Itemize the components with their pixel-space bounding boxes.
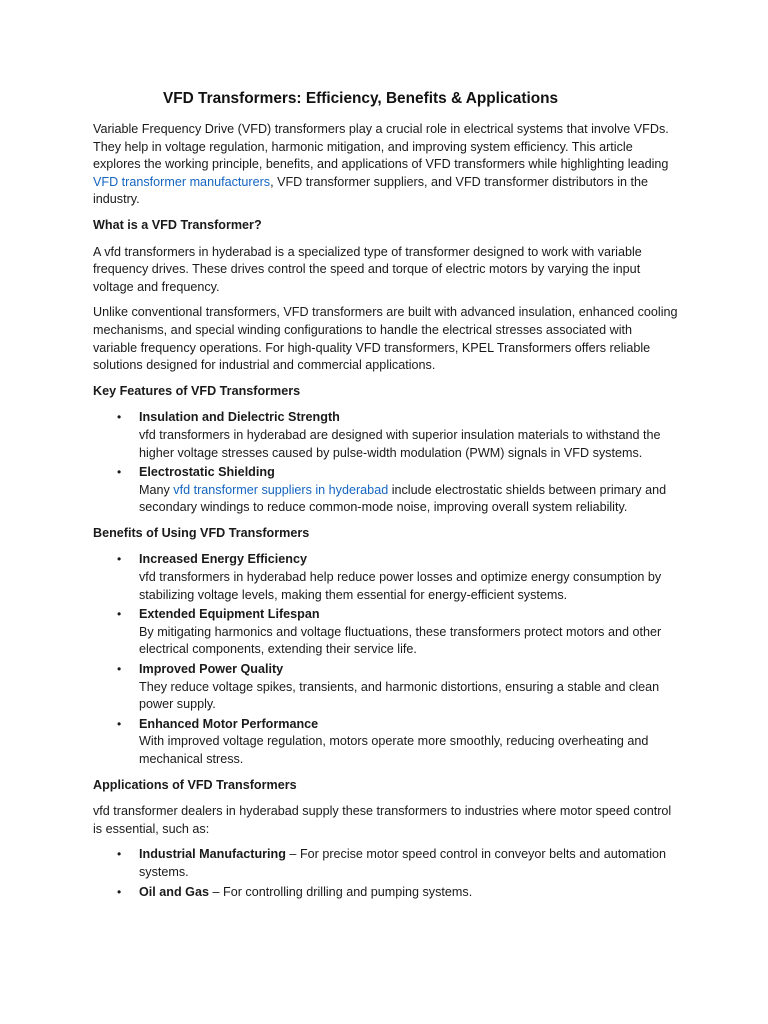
list-item — [93, 551, 678, 604]
benefits-heading: Benefits of Using VFD Transformers — [93, 525, 310, 540]
applications-list — [93, 846, 678, 901]
bullet-icon: • — [117, 847, 122, 862]
application-text: – For controlling drilling and pumping systems. — [209, 884, 473, 899]
benefit-title: Enhanced Motor Performance — [139, 716, 319, 731]
application-title: Oil and Gas — [139, 884, 209, 899]
applications-intro: vfd transformer dealers in hyderabad supply these transformers to industries where motor speed control is essential, such as: — [93, 804, 672, 836]
benefit-text: With improved voltage regulation, motors operate more smoothly, reducing overheating and mechanical stress. — [139, 734, 649, 766]
feature-title: Insulation and Dielectric Strength — [139, 410, 340, 425]
what-is-paragraph-2: Unlike conventional transformers, VFD transformers are built with advanced insulation, enhanced cooling mechanisms, and special winding configurations to handle the electrical stresses associated with variable frequency operations. For high-quality VFD transformers, KPEL Transformers offers reliable solutions designed for industrial and commercial applications. — [93, 305, 678, 373]
applications-heading: Applications of VFD Transformers — [93, 777, 297, 792]
list-item — [93, 409, 678, 462]
what-is-heading: What is a VFD Transformer? — [93, 217, 262, 232]
bullet-icon: • — [117, 410, 122, 425]
bullet-icon: • — [117, 552, 122, 567]
application-title: Industrial Manufacturing — [139, 847, 286, 862]
intro-paragraph: Variable Frequency Drive (VFD) transformers play a crucial role in electrical systems that involve VFDs. They help in voltage regulation, harmonic mitigation, and improving system efficiency. This article explores the working principle, benefits, and applications of VFD transformers while highlighting leading VFD transformer manufacturers, VFD transformer suppliers, and VFD transformer distributors in the industry. — [93, 122, 669, 207]
benefits-list — [93, 551, 678, 768]
list-item — [93, 846, 678, 881]
bullet-icon: • — [117, 607, 122, 622]
suppliers-link[interactable]: vfd transformer suppliers in hyderabad — [173, 482, 389, 497]
benefit-text: They reduce voltage spikes, transients, and harmonic distortions, ensuring a stable and clean power supply. — [139, 679, 660, 712]
feature-title: Electrostatic Shielding — [139, 465, 275, 480]
list-item — [93, 884, 678, 902]
list-item — [93, 606, 678, 659]
benefit-title: Increased Energy Efficiency — [139, 552, 307, 567]
page-title: VFD Transformers: Efficiency, Benefits & Applications — [163, 90, 559, 107]
benefit-title: Improved Power Quality — [139, 662, 284, 677]
bullet-icon: • — [117, 662, 122, 677]
what-is-paragraph-1: A vfd transformers in hyderabad is a specialized type of transformer designed to work with variable frequency drives. These drives control the speed and torque of electric motors by varying the input voltage and frequency. — [93, 244, 642, 294]
features-heading: Key Features of VFD Transformers — [93, 383, 301, 398]
bullet-icon: • — [117, 884, 122, 899]
bullet-icon: • — [117, 465, 122, 480]
features-list — [93, 409, 678, 517]
benefit-text: By mitigating harmonics and voltage fluctuations, these transformers protect motors and other electrical components, extending their service life. — [139, 624, 662, 657]
bullet-icon: • — [117, 716, 122, 731]
list-item — [93, 464, 678, 517]
benefit-text: vfd transformers in hyderabad help reduce power losses and optimize energy consumption by stabilizing voltage levels, making them essential for energy-efficient systems. — [139, 570, 662, 602]
manufacturers-link[interactable]: VFD transformer manufacturers — [93, 174, 271, 189]
feature-text: Many vfd transformer suppliers in hyderabad include electrostatic shields between primary and secondary windings to reduce common-mode noise, improving overall system reliability. — [139, 482, 667, 515]
benefit-title: Extended Equipment Lifespan — [139, 607, 320, 622]
application-text: – For precise motor speed control in conveyor belts and automation systems. — [139, 847, 667, 879]
list-item — [93, 661, 678, 714]
feature-text: vfd transformers in hyderabad are designed with superior insulation materials to withstand the higher voltage stresses caused by pulse-width modulation (PWM) signals in VFD systems. — [139, 427, 661, 460]
list-item — [93, 716, 678, 769]
